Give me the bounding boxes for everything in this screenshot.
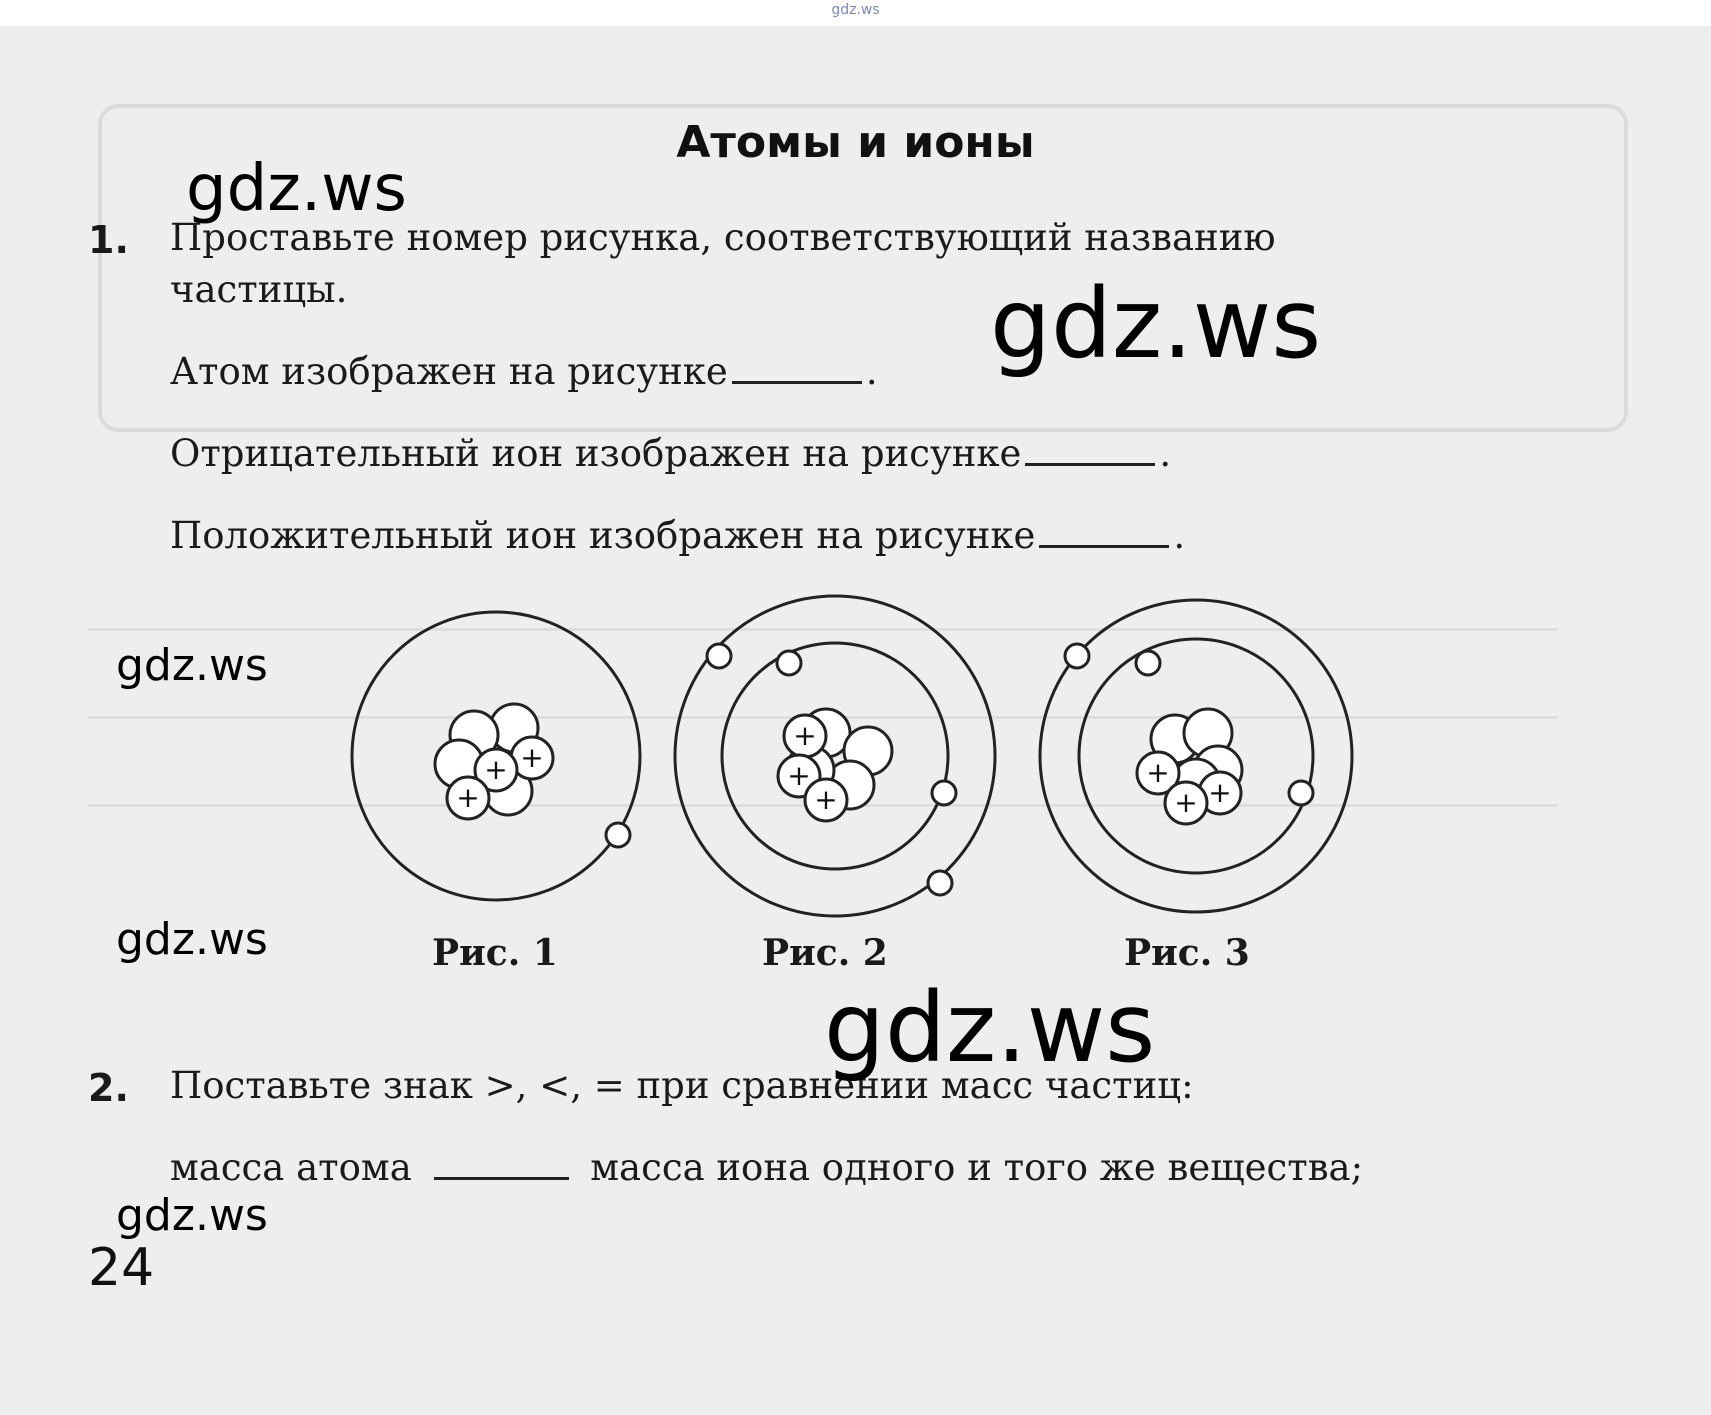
figure-2-caption: Рис. 2 xyxy=(762,932,888,974)
electron xyxy=(707,644,731,668)
electron xyxy=(1065,644,1089,668)
proton-sign: + xyxy=(456,781,480,814)
watermark-large: gdz.ws xyxy=(824,972,1156,1084)
watermark: gdz.ws xyxy=(186,152,407,226)
proton-sign: + xyxy=(520,741,544,774)
electron xyxy=(932,781,956,805)
mass-atom-text: масса атома xyxy=(170,1146,412,1189)
watermark: gdz.ws xyxy=(116,914,268,965)
figure-2-atom xyxy=(675,596,995,916)
page-title: Атомы и ионы xyxy=(676,117,1035,168)
electron xyxy=(928,871,952,895)
electron xyxy=(777,651,801,675)
figure-1-caption: Рис. 1 xyxy=(432,932,558,974)
watermark-large: gdz.ws xyxy=(990,268,1322,380)
watermark: gdz.ws xyxy=(116,640,268,691)
electron xyxy=(1136,651,1160,675)
positive-ion-text: Положительный ион изображен на рисунке xyxy=(170,514,1036,557)
proton-sign: + xyxy=(814,783,838,816)
header-watermark: gdz.ws xyxy=(831,2,880,18)
task1-prompt-line2: частицы. xyxy=(170,268,348,311)
task1-prompt-line1: Проставьте номер рисунка, соответствующий названию xyxy=(170,216,1276,259)
task1-number: 1. xyxy=(88,218,129,262)
electron xyxy=(1289,781,1313,805)
task2-number: 2. xyxy=(88,1066,129,1110)
negative-ion-text: Отрицательный ион изображен на рисунке xyxy=(170,432,1022,475)
electron xyxy=(606,823,630,847)
positive-ion-end: . xyxy=(1173,514,1186,557)
mass-ion-text: масса иона одного и того же вещества; xyxy=(590,1146,1364,1189)
figure-3-caption: Рис. 3 xyxy=(1124,932,1250,974)
proton-sign: + xyxy=(793,719,817,752)
proton-sign: + xyxy=(1208,776,1232,809)
mass-comparison-blank[interactable] xyxy=(434,1169,569,1180)
page-number: 24 xyxy=(88,1238,155,1298)
figure-3-atom xyxy=(1040,600,1352,912)
mass-comparison xyxy=(170,1146,1363,1189)
atom-question-text: Атом изображен на рисунке xyxy=(170,350,728,393)
proton-sign: + xyxy=(484,753,508,786)
proton-sign: + xyxy=(787,759,811,792)
proton-sign: + xyxy=(1146,756,1170,789)
atom-question-end: . xyxy=(865,350,878,393)
proton-sign: + xyxy=(1174,786,1198,819)
negative-ion-end: . xyxy=(1159,432,1172,475)
inner-orbit xyxy=(1079,639,1313,873)
task2-prompt: Поставьте знак >, <, = при сравнении масс частиц: xyxy=(170,1064,1194,1107)
watermark: gdz.ws xyxy=(116,1190,268,1241)
